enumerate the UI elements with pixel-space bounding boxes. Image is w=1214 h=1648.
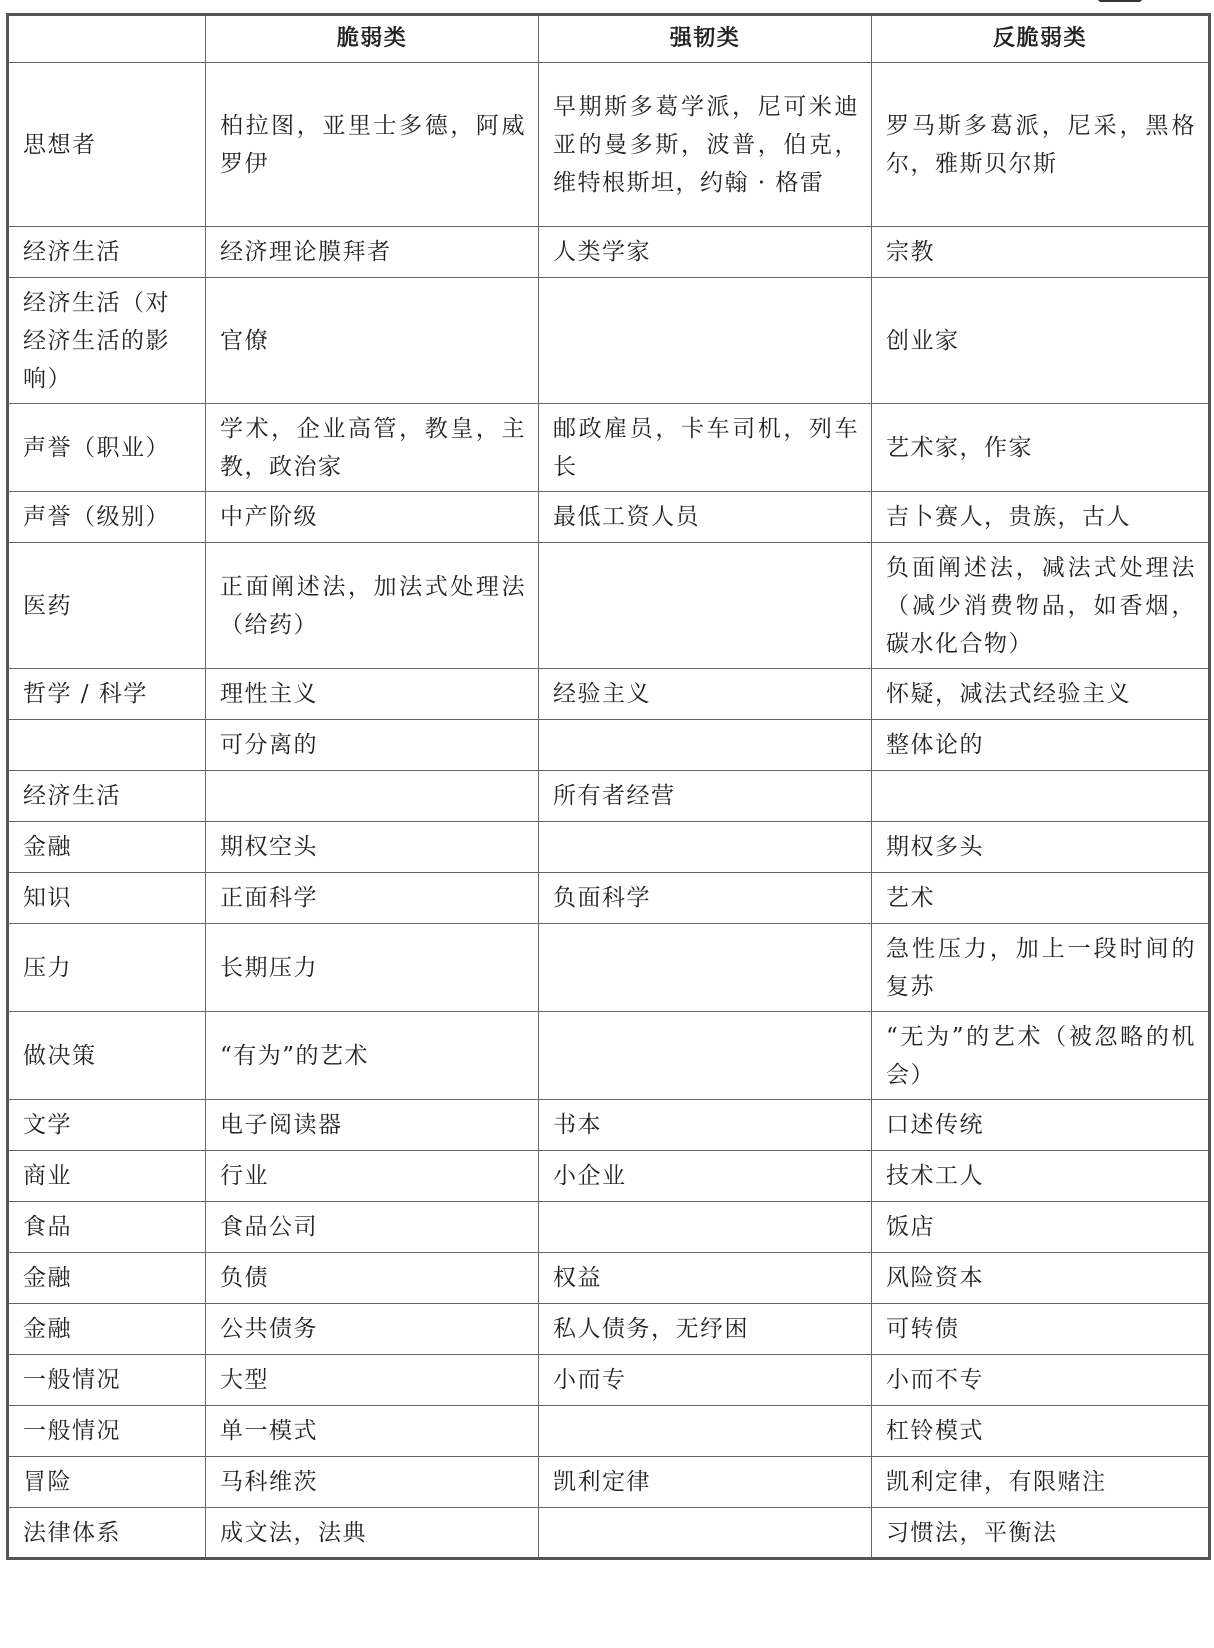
- table-row: [8, 63, 1210, 227]
- antifragile-cell: 杠铃模式: [872, 1406, 1210, 1457]
- header-cell-category: [8, 15, 206, 63]
- table-row: [8, 1202, 1210, 1253]
- antifragile-cell: 可转债: [872, 1304, 1210, 1355]
- robust-cell: 经验主义: [539, 669, 872, 720]
- header-row: [8, 15, 1210, 63]
- robust-cell: [539, 1202, 872, 1253]
- table-row: [8, 227, 1210, 278]
- robust-cell: 私人债务，无纾困: [539, 1304, 872, 1355]
- category-cell: 一般情况: [8, 1406, 206, 1457]
- fragile-cell: 成文法，法典: [206, 1508, 539, 1559]
- robust-cell: 负面科学: [539, 873, 872, 924]
- robust-cell: 小而专: [539, 1355, 872, 1406]
- fragile-cell: 行业: [206, 1151, 539, 1202]
- table-row: [8, 720, 1210, 771]
- fragile-cell: 官僚: [206, 278, 539, 404]
- fragile-cell: 大型: [206, 1355, 539, 1406]
- category-cell: 文学: [8, 1100, 206, 1151]
- antifragile-cell: 吉卜赛人，贵族，古人: [872, 492, 1210, 543]
- antifragile-cell: 饭店: [872, 1202, 1210, 1253]
- fragile-cell: 食品公司: [206, 1202, 539, 1253]
- fragile-cell: 期权空头: [206, 822, 539, 873]
- table-row: [8, 1100, 1210, 1151]
- antifragile-cell: 艺术: [872, 873, 1210, 924]
- table-row: [8, 924, 1210, 1012]
- antifragile-cell: 口述传统: [872, 1100, 1210, 1151]
- fragile-cell: 公共债务: [206, 1304, 539, 1355]
- table-row: [8, 1508, 1210, 1559]
- category-cell: 哲学 / 科学: [8, 669, 206, 720]
- robust-cell: [539, 1406, 872, 1457]
- category-cell: [8, 720, 206, 771]
- category-cell: 金融: [8, 1253, 206, 1304]
- robust-cell: 小企业: [539, 1151, 872, 1202]
- category-cell: 压力: [8, 924, 206, 1012]
- category-cell: 食品: [8, 1202, 206, 1253]
- antifragile-cell: 整体论的: [872, 720, 1210, 771]
- table-body: [8, 63, 1210, 1559]
- fragile-cell: [206, 771, 539, 822]
- table-row: [8, 1355, 1210, 1406]
- fragile-cell: 学术，企业高管，教皇，主教，政治家: [206, 404, 539, 492]
- robust-cell: [539, 543, 872, 669]
- antifragile-cell: 技术工人: [872, 1151, 1210, 1202]
- table-row: [8, 543, 1210, 669]
- table-row: [8, 1406, 1210, 1457]
- antifragile-cell: 急性压力，加上一段时间的复苏: [872, 924, 1210, 1012]
- antifragile-cell: 凯利定律，有限赌注: [872, 1457, 1210, 1508]
- robust-cell: 早期斯多葛学派，尼可米迪亚的曼多斯，波普，伯克，维特根斯坦，约翰 · 格雷: [539, 63, 872, 227]
- fragile-cell: “有为”的艺术: [206, 1012, 539, 1100]
- table-row: [8, 404, 1210, 492]
- table-row: [8, 1151, 1210, 1202]
- fragile-cell: 可分离的: [206, 720, 539, 771]
- antifragile-cell: 怀疑，减法式经验主义: [872, 669, 1210, 720]
- header-cell-antifragile: 反脆弱类: [872, 15, 1210, 63]
- table-row: [8, 1012, 1210, 1100]
- robust-cell: [539, 1012, 872, 1100]
- robust-cell: [539, 278, 872, 404]
- table-row: [8, 669, 1210, 720]
- category-cell: 法律体系: [8, 1508, 206, 1559]
- antifragile-cell: 罗马斯多葛派，尼采，黑格尔，雅斯贝尔斯: [872, 63, 1210, 227]
- robust-cell: [539, 822, 872, 873]
- header-cell-robust: 强韧类: [539, 15, 872, 63]
- category-cell: 冒险: [8, 1457, 206, 1508]
- robust-cell: 书本: [539, 1100, 872, 1151]
- antifragile-cell: 小而不专: [872, 1355, 1210, 1406]
- category-cell: 声誉（职业）: [8, 404, 206, 492]
- robust-cell: 人类学家: [539, 227, 872, 278]
- category-cell: 经济生活: [8, 227, 206, 278]
- fragile-cell: 单一模式: [206, 1406, 539, 1457]
- fragile-cell: 经济理论膜拜者: [206, 227, 539, 278]
- category-cell: 经济生活（对经济生活的影响）: [8, 278, 206, 404]
- robust-cell: 邮政雇员，卡车司机，列车长: [539, 404, 872, 492]
- table-row: [8, 771, 1210, 822]
- antifragile-cell: 负面阐述法，减法式处理法（减少消费物品，如香烟，碳水化合物）: [872, 543, 1210, 669]
- category-cell: 经济生活: [8, 771, 206, 822]
- category-cell: 做决策: [8, 1012, 206, 1100]
- antifragile-cell: 习惯法，平衡法: [872, 1508, 1210, 1559]
- antifragile-cell: 期权多头: [872, 822, 1210, 873]
- antifragile-cell: 宗教: [872, 227, 1210, 278]
- fragile-cell: 长期压力: [206, 924, 539, 1012]
- category-cell: 一般情况: [8, 1355, 206, 1406]
- category-cell: 金融: [8, 822, 206, 873]
- fragile-cell: 柏拉图，亚里士多德，阿威罗伊: [206, 63, 539, 227]
- header-cell-fragile: 脆弱类: [206, 15, 539, 63]
- category-cell: 知识: [8, 873, 206, 924]
- robust-cell: [539, 924, 872, 1012]
- fragile-cell: 电子阅读器: [206, 1100, 539, 1151]
- antifragile-cell: [872, 771, 1210, 822]
- robust-cell: [539, 720, 872, 771]
- table-row: [8, 1253, 1210, 1304]
- fragile-cell: 中产阶级: [206, 492, 539, 543]
- page-corner-mark: [1098, 0, 1142, 2]
- category-cell: 医药: [8, 543, 206, 669]
- table-row: [8, 1304, 1210, 1355]
- robust-cell: 权益: [539, 1253, 872, 1304]
- antifragile-cell: “无为”的艺术（被忽略的机会）: [872, 1012, 1210, 1100]
- category-cell: 思想者: [8, 63, 206, 227]
- fragile-cell: 正面科学: [206, 873, 539, 924]
- table-row: [8, 278, 1210, 404]
- robust-cell: 最低工资人员: [539, 492, 872, 543]
- robust-cell: 所有者经营: [539, 771, 872, 822]
- robust-cell: 凯利定律: [539, 1457, 872, 1508]
- category-cell: 金融: [8, 1304, 206, 1355]
- antifragile-cell: 风险资本: [872, 1253, 1210, 1304]
- category-cell: 声誉（级别）: [8, 492, 206, 543]
- table-row: [8, 873, 1210, 924]
- antifragile-cell: 创业家: [872, 278, 1210, 404]
- fragile-cell: 理性主义: [206, 669, 539, 720]
- robust-cell: [539, 1508, 872, 1559]
- antifragile-cell: 艺术家，作家: [872, 404, 1210, 492]
- table-row: [8, 822, 1210, 873]
- fragile-cell: 正面阐述法，加法式处理法（给药）: [206, 543, 539, 669]
- table-row: [8, 492, 1210, 543]
- category-cell: 商业: [8, 1151, 206, 1202]
- fragile-cell: 负债: [206, 1253, 539, 1304]
- fragile-cell: 马科维茨: [206, 1457, 539, 1508]
- table-row: [8, 1457, 1210, 1508]
- triad-comparison-table: [6, 13, 1211, 1560]
